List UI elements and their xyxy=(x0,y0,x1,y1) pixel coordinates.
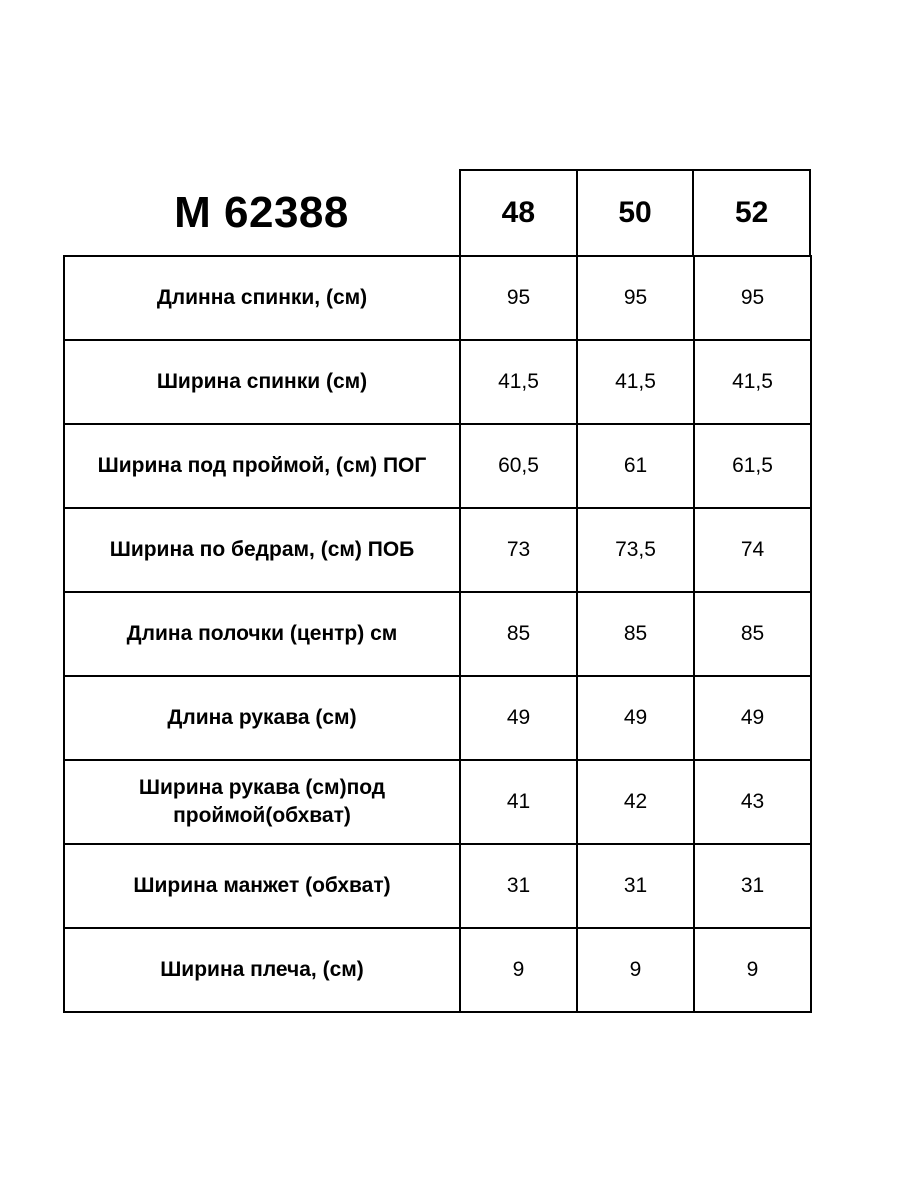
measurement-label: Ширина манжет (обхват) xyxy=(64,844,460,928)
table-row xyxy=(64,508,811,592)
size-header xyxy=(459,169,811,255)
measurement-value: 31 xyxy=(460,844,577,928)
measurement-value: 42 xyxy=(577,760,694,844)
table-row xyxy=(64,592,811,676)
table-row xyxy=(64,256,811,340)
measurement-value: 31 xyxy=(694,844,811,928)
page-title: M 62388 xyxy=(174,188,349,237)
size-chart-table xyxy=(63,255,812,1013)
table-row xyxy=(64,424,811,508)
measurement-label: Ширина плеча, (см) xyxy=(64,928,460,1012)
size-column-header: 48 xyxy=(461,171,578,255)
measurement-value: 73,5 xyxy=(577,508,694,592)
size-column-header: 50 xyxy=(578,171,695,255)
measurement-value: 73 xyxy=(460,508,577,592)
measurement-value: 85 xyxy=(577,592,694,676)
measurement-value: 9 xyxy=(460,928,577,1012)
measurement-value: 9 xyxy=(694,928,811,1012)
measurement-value: 41,5 xyxy=(694,340,811,424)
measurement-value: 49 xyxy=(577,676,694,760)
measurement-value: 74 xyxy=(694,508,811,592)
table-row xyxy=(64,676,811,760)
measurement-value: 49 xyxy=(460,676,577,760)
measurement-value: 41,5 xyxy=(577,340,694,424)
measurement-label: Длина рукава (см) xyxy=(64,676,460,760)
measurement-value: 31 xyxy=(577,844,694,928)
measurement-value: 85 xyxy=(460,592,577,676)
measurement-value: 9 xyxy=(577,928,694,1012)
table-row xyxy=(64,340,811,424)
measurement-label: Ширина рукава (см)под проймой(обхват) xyxy=(64,760,460,844)
measurement-value: 60,5 xyxy=(460,424,577,508)
measurement-value: 95 xyxy=(694,256,811,340)
measurement-label: Длинна спинки, (см) xyxy=(64,256,460,340)
measurement-value: 49 xyxy=(694,676,811,760)
table-row xyxy=(64,844,811,928)
table-row xyxy=(64,928,811,1012)
measurement-label: Ширина по бедрам, (см) ПОБ xyxy=(64,508,460,592)
measurement-value: 61 xyxy=(577,424,694,508)
table-row xyxy=(64,760,811,844)
measurement-value: 41 xyxy=(460,760,577,844)
measurement-value: 61,5 xyxy=(694,424,811,508)
measurement-value: 95 xyxy=(460,256,577,340)
measurement-value: 95 xyxy=(577,256,694,340)
measurement-value: 41,5 xyxy=(460,340,577,424)
measurement-value: 85 xyxy=(694,592,811,676)
measurement-label: Длина полочки (центр) см xyxy=(64,592,460,676)
measurement-value: 43 xyxy=(694,760,811,844)
size-column-header: 52 xyxy=(734,196,769,229)
measurement-label: Ширина под проймой, (см) ПОГ xyxy=(64,424,460,508)
measurement-label: Ширина спинки (см) xyxy=(64,340,460,424)
